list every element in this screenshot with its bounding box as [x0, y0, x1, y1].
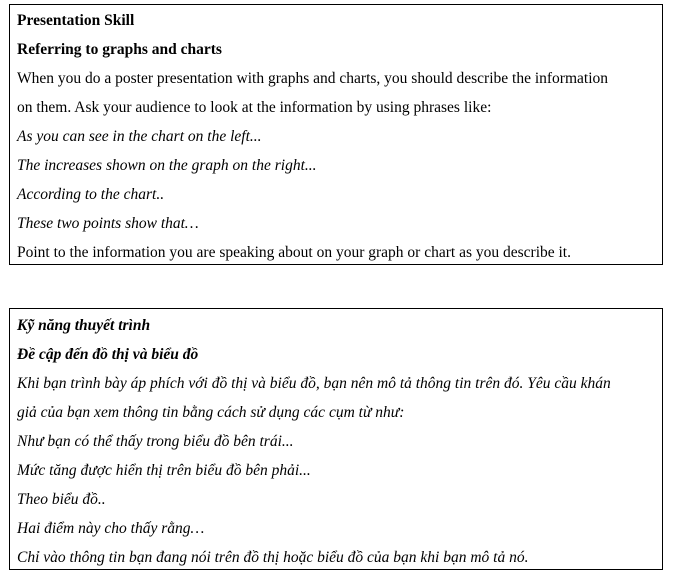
vietnamese-intro-line-1: Khi bạn trình bày áp phích với đồ thị và biểu đồ, bạn nên mô tả thông tin trên đó. Yêu cầu khán [17, 375, 611, 392]
vietnamese-phrase-2: Mức tăng được hiển thị trên biểu đồ bên phải... [17, 462, 311, 479]
vietnamese-subtitle: Đề cập đến đồ thị và biểu đồ [17, 346, 199, 363]
vietnamese-phrase-4: Hai điểm này cho thấy rằng… [17, 520, 205, 537]
vietnamese-intro-line-2: giả của bạn xem thông tin bằng cách sử dụng các cụm từ như: [17, 404, 405, 421]
english-title: Presentation Skill [17, 12, 135, 29]
english-intro-line-2: on them. Ask your audience to look at the information by using phrases like: [17, 99, 492, 116]
english-subtitle: Referring to graphs and charts [17, 41, 222, 58]
english-phrase-4: These two points show that… [17, 215, 199, 232]
english-phrase-1: As you can see in the chart on the left... [17, 128, 262, 145]
vietnamese-skill-box [9, 308, 663, 570]
english-skill-box [9, 4, 663, 265]
vietnamese-phrase-1: Như bạn có thể thấy trong biểu đồ bên trái... [17, 433, 294, 450]
english-closing: Point to the information you are speaking about on your graph or chart as you describe it. [17, 244, 571, 261]
english-phrase-2: The increases shown on the graph on the right... [17, 157, 317, 174]
vietnamese-title: Kỹ năng thuyết trình [17, 317, 151, 334]
vietnamese-closing: Chỉ vào thông tin bạn đang nói trên đồ thị hoặc biểu đồ của bạn khi bạn mô tả nó. [17, 549, 529, 566]
english-intro-line-1: When you do a poster presentation with graphs and charts, you should describe the information [17, 70, 609, 87]
english-phrase-3: According to the chart.. [17, 186, 165, 203]
vietnamese-phrase-3: Theo biểu đồ.. [17, 491, 106, 508]
